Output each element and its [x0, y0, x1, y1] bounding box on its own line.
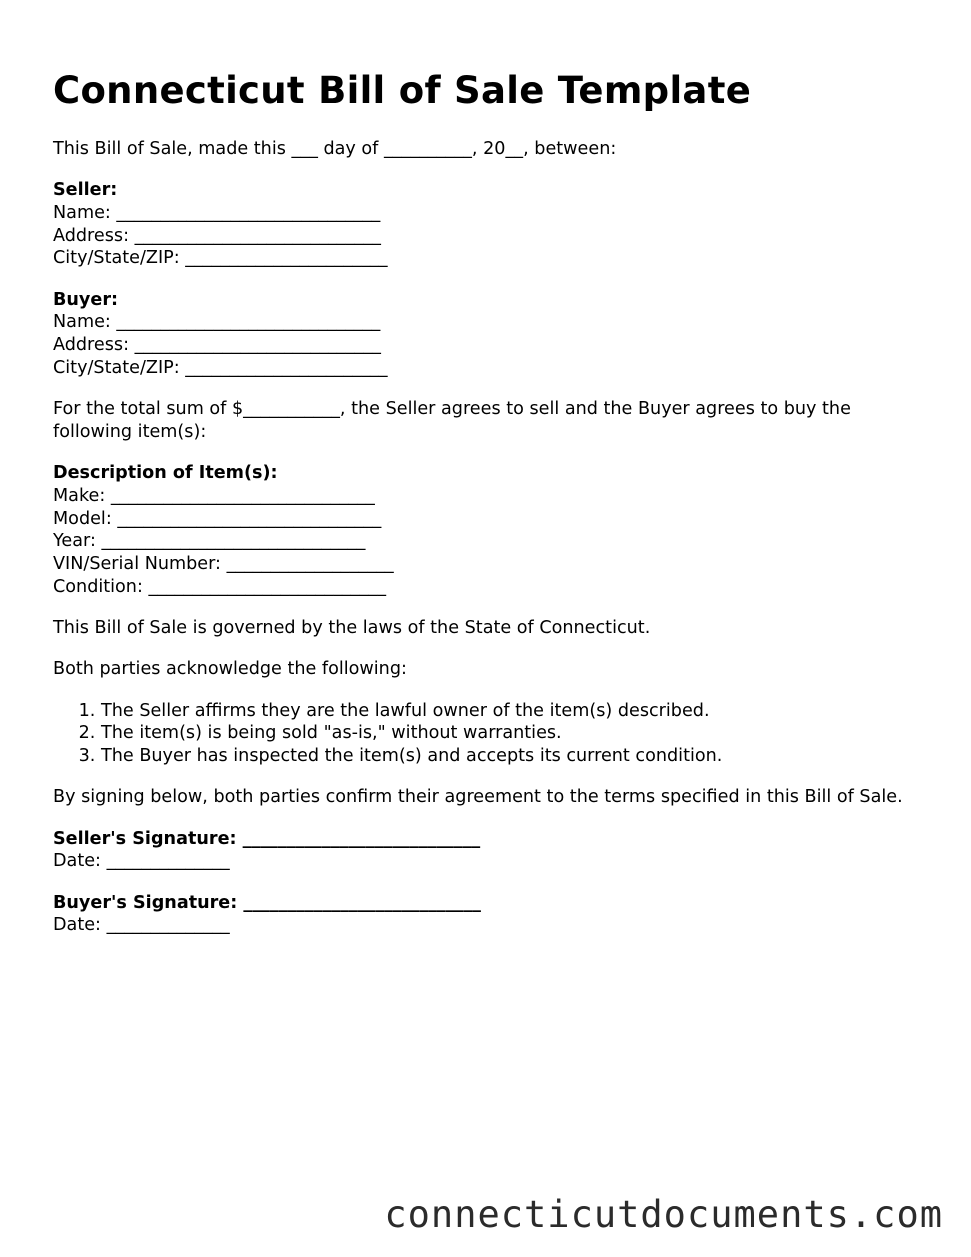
acknowledge-paragraph: Both parties acknowledge the following: — [53, 659, 407, 680]
buyer-signature-field: Buyer's Signature: ___________________________ — [53, 892, 481, 913]
buyer-city-field: City/State/ZIP: _______________________ — [53, 357, 388, 378]
footer-watermark: connecticutdocuments.com — [384, 1193, 943, 1236]
governed-paragraph: This Bill of Sale is governed by the laws of the State of Connecticut. — [53, 617, 651, 638]
seller-city-field: City/State/ZIP: _______________________ — [53, 248, 388, 269]
list-item: 1. The Seller affirms they are the lawful owner of the item(s) described. — [101, 700, 933, 723]
seller-section — [53, 179, 933, 270]
buyer-heading: Buyer: — [53, 289, 119, 310]
list-item: 2. The item(s) is being sold "as-is," without warranties. — [101, 722, 933, 745]
document-page — [53, 66, 933, 956]
seller-name-field: Name: ______________________________ — [53, 203, 381, 223]
intro-paragraph: This Bill of Sale, made this ___ day of __________, 20__, between: — [53, 139, 617, 159]
buyer-date-field: Date: ______________ — [53, 915, 230, 936]
acknowledgement-list — [53, 700, 933, 768]
make-field: Make: ______________________________ — [53, 485, 375, 506]
seller-signature-section — [53, 828, 933, 873]
seller-signature-field: Seller's Signature: ___________________________ — [53, 828, 481, 849]
seller-address-field: Address: ____________________________ — [53, 225, 381, 246]
vin-field: VIN/Serial Number: ___________________ — [53, 553, 394, 574]
confirm-paragraph: By signing below, both parties confirm their agreement to the terms specified in this Bill of Sale. — [53, 787, 903, 808]
seller-heading: Seller: — [53, 180, 118, 201]
year-field: Year: ______________________________ — [53, 531, 366, 552]
document-title: Connecticut Bill of Sale Template — [53, 69, 752, 112]
buyer-signature-section — [53, 892, 933, 937]
buyer-address-field: Address: ____________________________ — [53, 335, 381, 356]
condition-field: Condition: ___________________________ — [53, 576, 386, 597]
list-item: 3. The Buyer has inspected the item(s) and accepts its current condition. — [101, 745, 933, 768]
model-field: Model: ______________________________ — [53, 508, 382, 529]
buyer-section — [53, 289, 933, 380]
total-sum-paragraph: For the total sum of $___________, the Seller agrees to sell and the Buyer agrees to buy the following item(s): — [53, 399, 851, 442]
description-section — [53, 462, 933, 598]
description-heading: Description of Item(s): — [53, 463, 278, 484]
buyer-name-field: Name: ______________________________ — [53, 312, 381, 333]
seller-date-field: Date: ______________ — [53, 851, 230, 872]
